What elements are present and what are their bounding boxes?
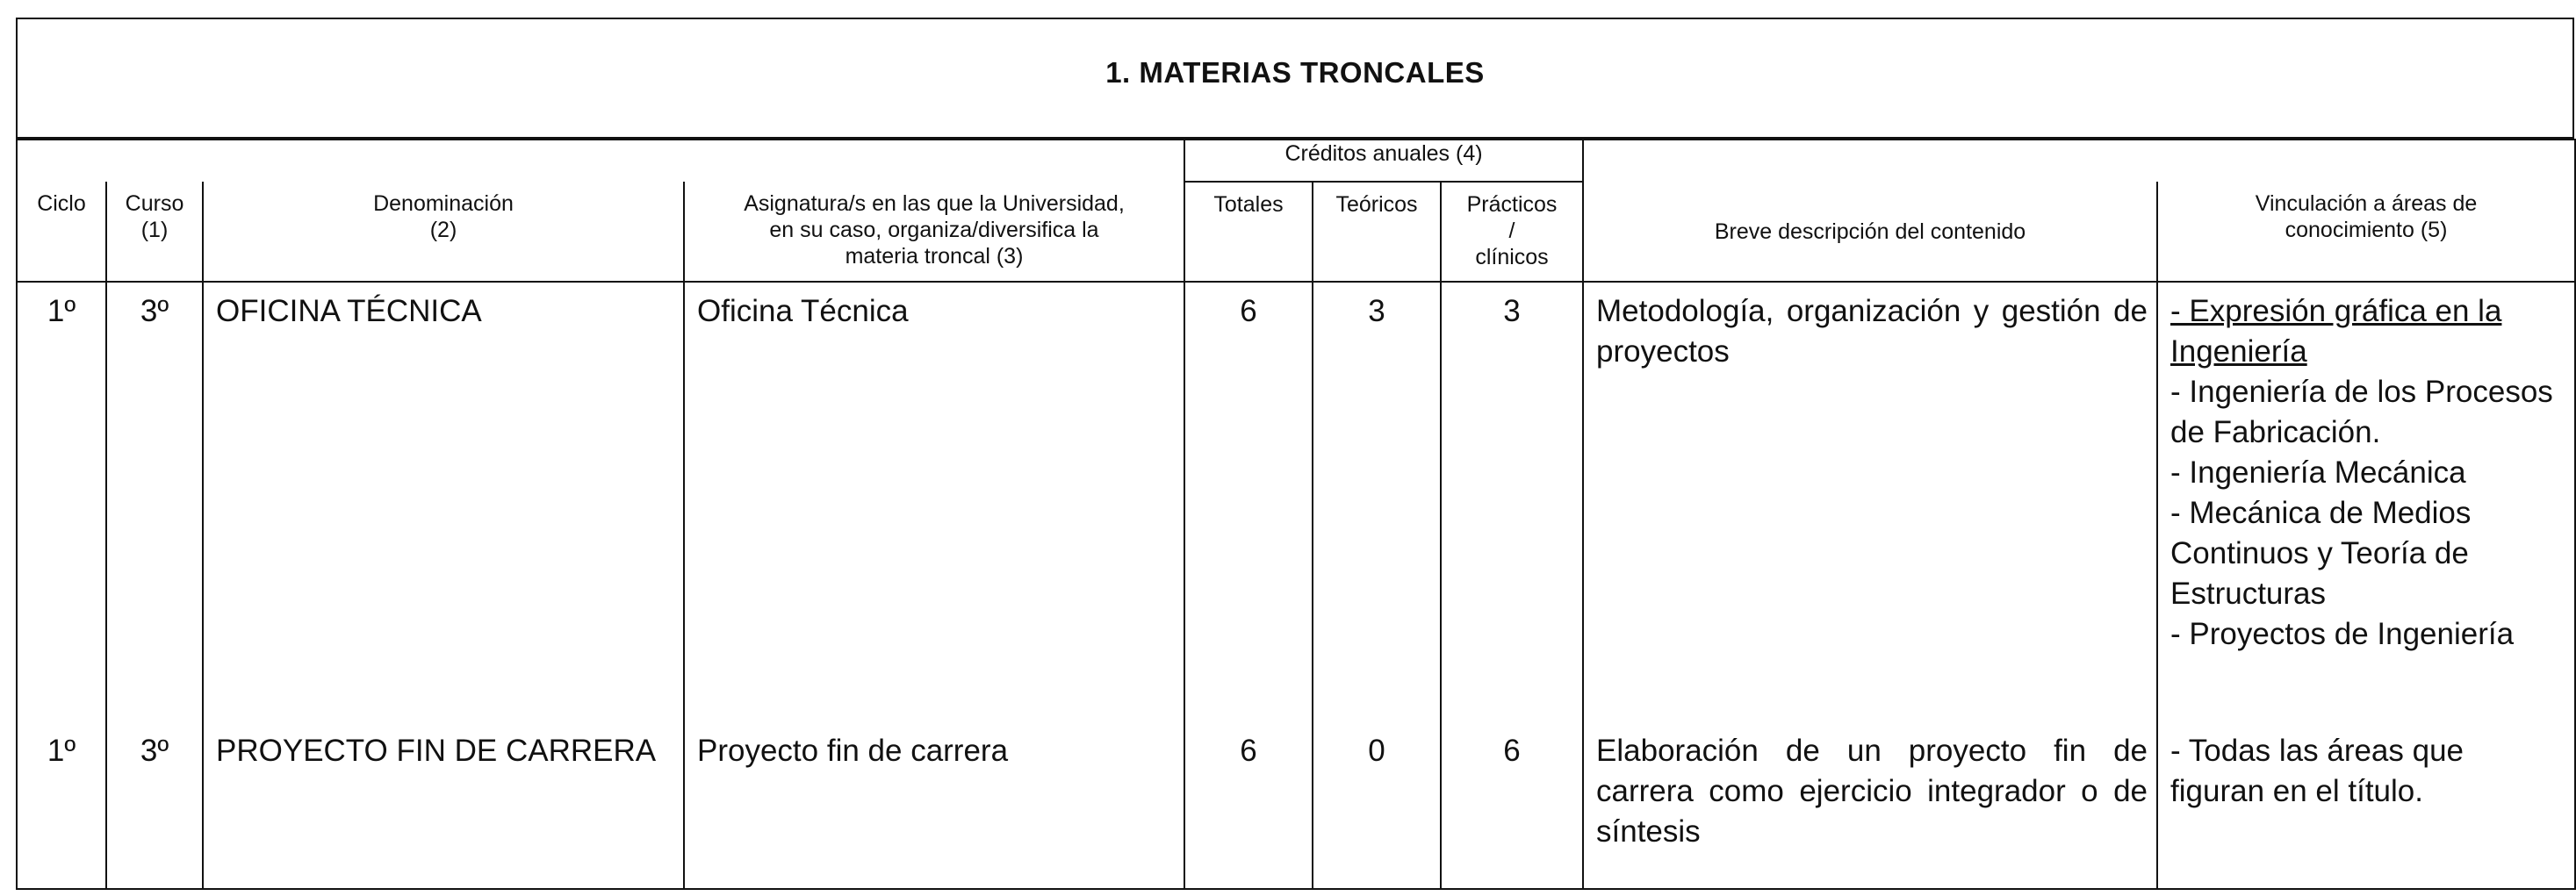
col-vinculacion: Vinculación a áreas de conocimiento (5) [2157, 182, 2575, 282]
cell-teoricos: 3 [1313, 282, 1441, 722]
cell-totales: 6 [1184, 722, 1313, 889]
materias-table [16, 139, 2576, 890]
cell-asignatura: Oficina Técnica [684, 282, 1184, 722]
cell-teoricos: 0 [1313, 722, 1441, 889]
page-title: 1. MATERIAS TRONCALES [1105, 56, 1485, 89]
cell-ciclo: 1º [17, 722, 106, 889]
header-blank-left [17, 140, 1184, 182]
col-teoricos: Teóricos [1313, 182, 1441, 282]
col-practicos: Prácticos / clínicos [1441, 182, 1583, 282]
col-curso: Curso (1) [106, 182, 203, 282]
cell-areas [2157, 282, 2575, 722]
col-asignatura: Asignatura/s en las que la Universidad, en su caso, organiza/diversifica la materia troncal (3) [684, 182, 1184, 282]
cell-curso: 3º [106, 722, 203, 889]
cell-practicos: 6 [1441, 722, 1583, 889]
area-item: - Ingeniería de los Procesos de Fabricación. [2170, 375, 2553, 449]
cell-descripcion: Metodología, organización y gestión de proyectos [1583, 282, 2157, 722]
area-item: - Ingeniería Mecánica [2170, 455, 2466, 490]
title-box [16, 18, 2574, 139]
cell-denominacion: OFICINA TÉCNICA [203, 282, 684, 722]
credits-header-row [17, 140, 2575, 182]
col-descripcion: Breve descripción del contenido [1583, 182, 2157, 282]
area-item: - Expresión gráfica en la Ingeniería [2170, 294, 2502, 369]
cell-curso: 3º [106, 282, 203, 722]
credits-group-header: Créditos anuales (4) [1184, 140, 1583, 182]
column-header-row [17, 182, 2575, 282]
col-denominacion: Denominación (2) [203, 182, 684, 282]
area-item: - Todas las áreas que figuran en el título. [2170, 734, 2464, 808]
cell-ciclo: 1º [17, 282, 106, 722]
cell-totales: 6 [1184, 282, 1313, 722]
cell-areas [2157, 722, 2575, 889]
col-totales: Totales [1184, 182, 1313, 282]
area-item: - Proyectos de Ingeniería [2170, 617, 2515, 651]
cell-practicos: 3 [1441, 282, 1583, 722]
cell-descripcion: Elaboración de un proyecto fin de carrera como ejercicio integrador o de síntesis [1583, 722, 2157, 889]
header-blank-right [1583, 140, 2575, 182]
table-row [17, 722, 2575, 889]
cell-denominacion: PROYECTO FIN DE CARRERA [203, 722, 684, 889]
cell-asignatura: Proyecto fin de carrera [684, 722, 1184, 889]
table-row [17, 282, 2575, 722]
area-item: - Mecánica de Medios Continuos y Teoría de Estructuras [2170, 496, 2472, 611]
col-ciclo: Ciclo [17, 182, 106, 282]
